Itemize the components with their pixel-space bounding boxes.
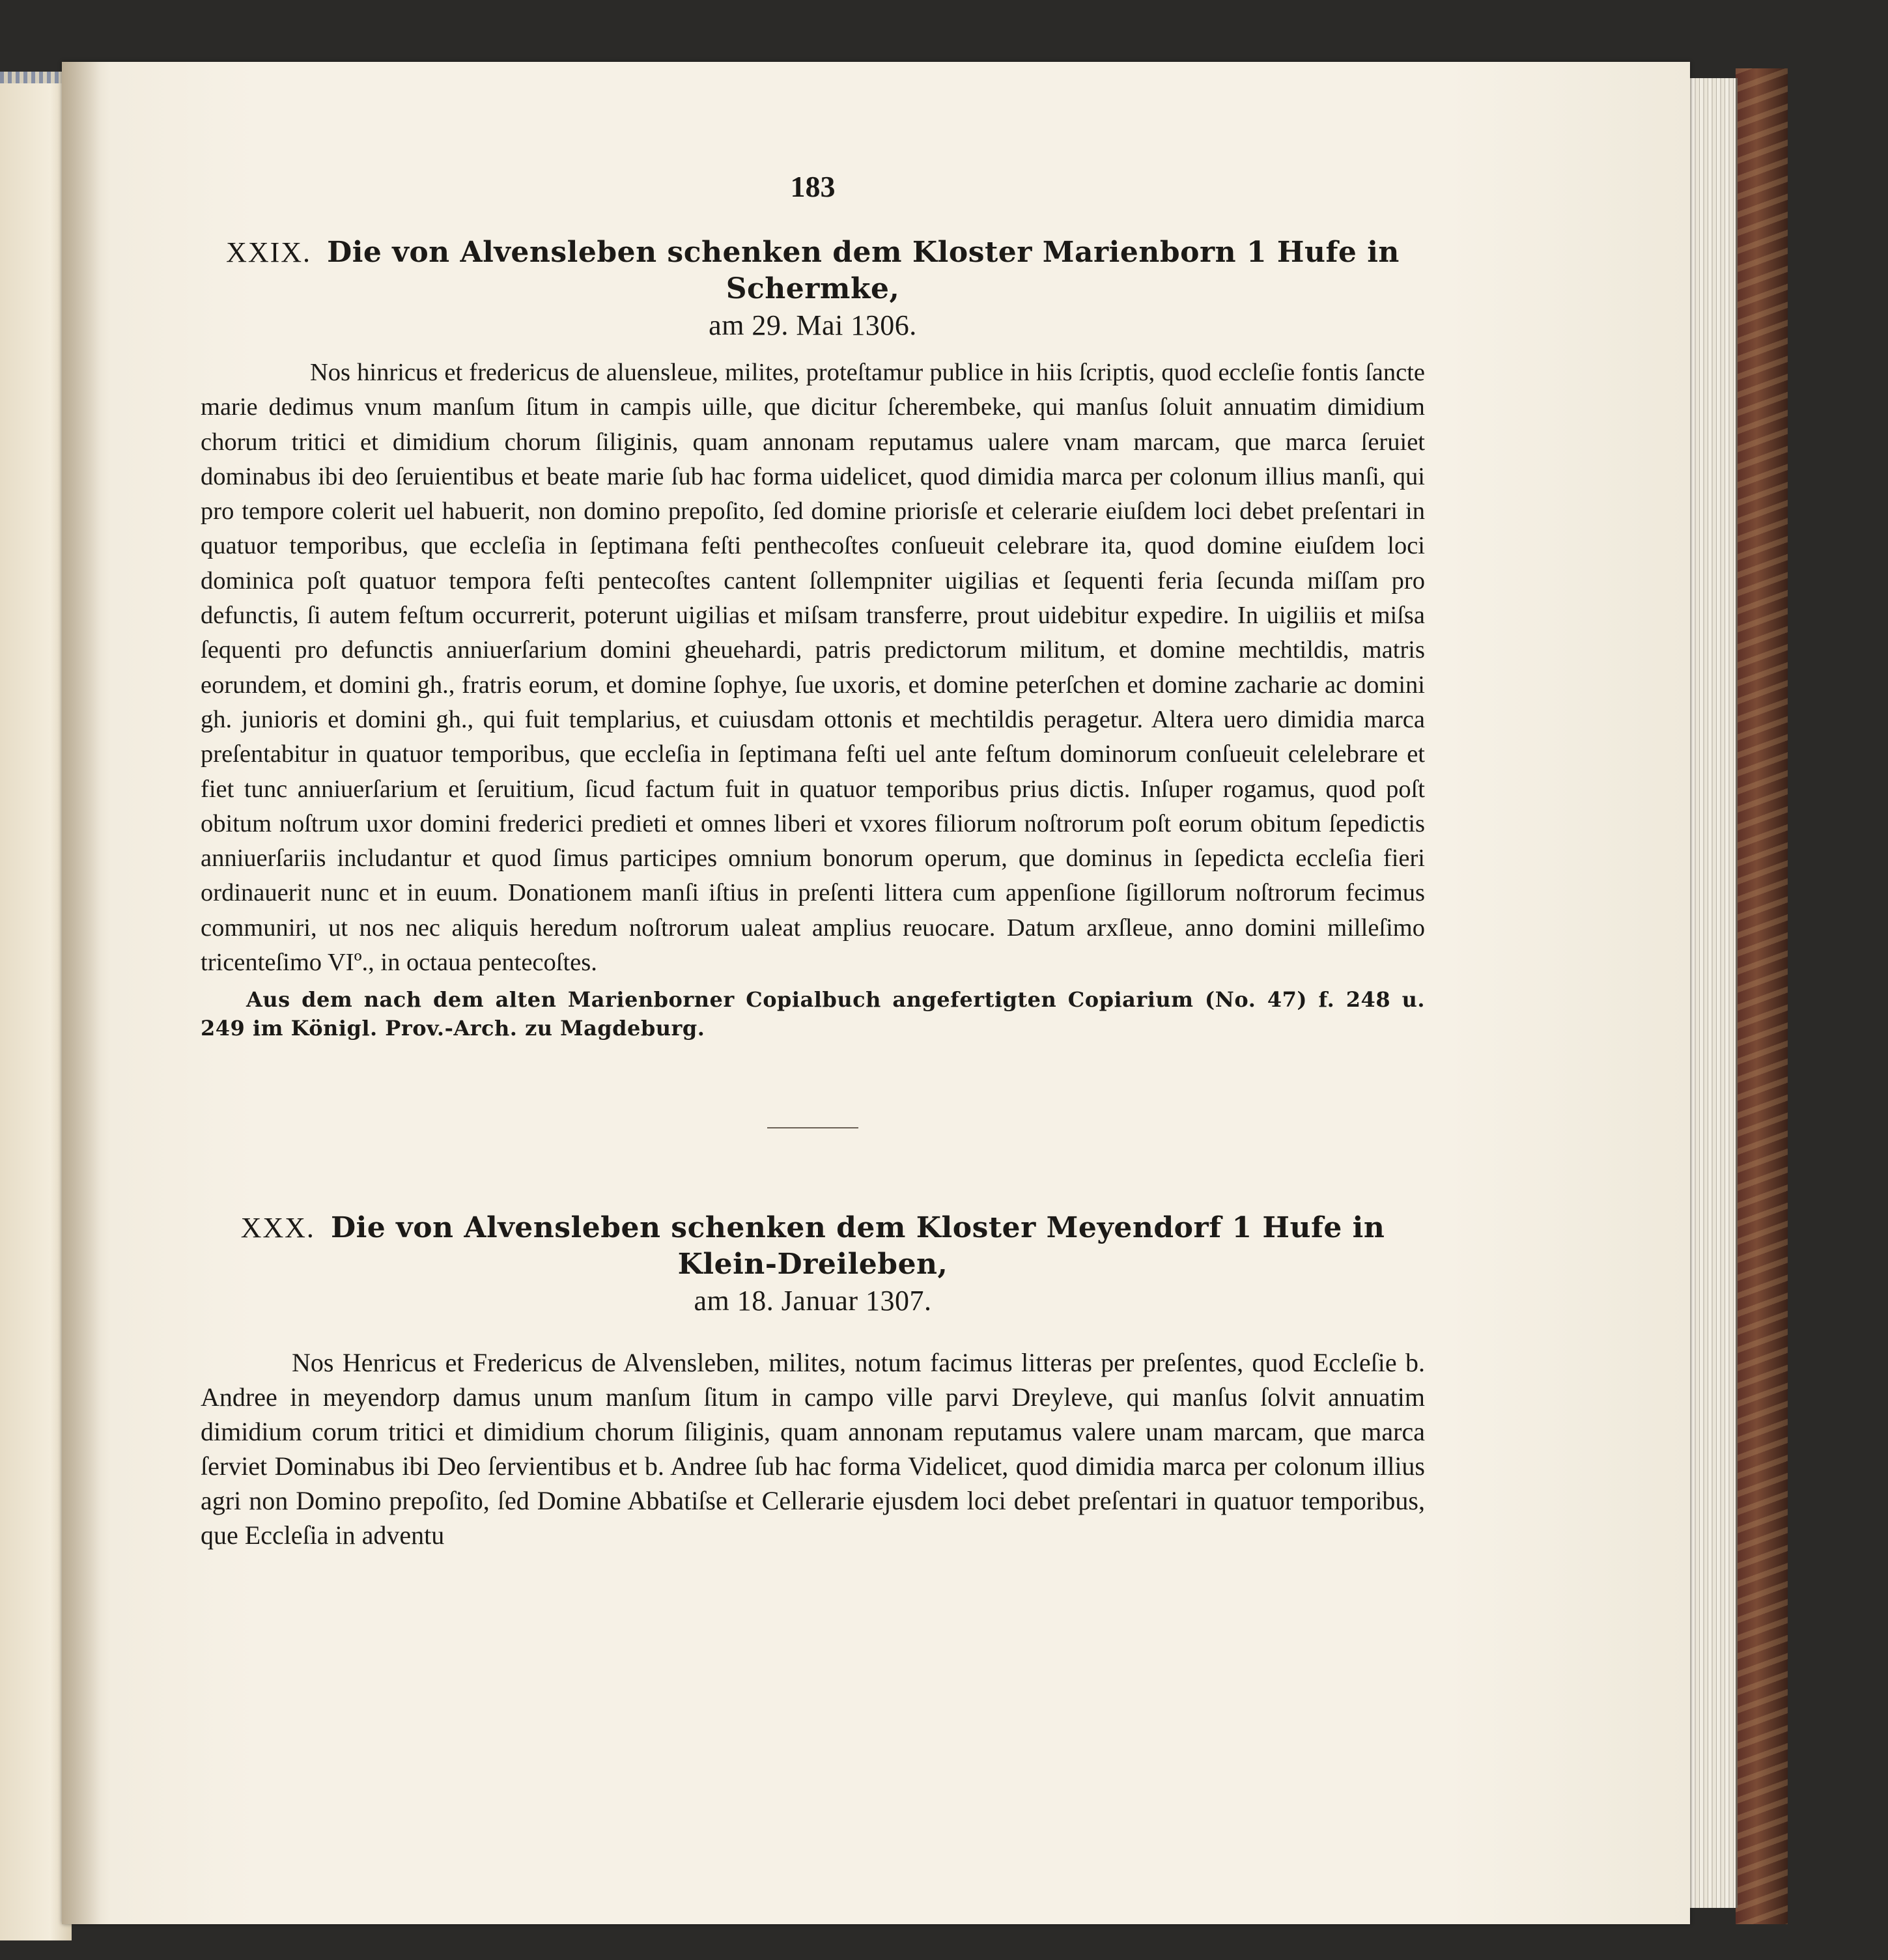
document-xxix-title: Die von Alvensleben schenken dem Kloster Marienborn 1 Hufe in Schermke, [327,236,1400,305]
page-number: 183 [790,170,836,203]
document-xxix-heading [201,234,1425,344]
section-divider [767,1127,858,1128]
document-xxx-title: Die von Alvensleben schenken dem Kloster Meyendorf 1 Hufe in Klein-Dreileben, [330,1211,1385,1281]
document-xxx-number: XXX. [240,1212,315,1244]
document-xxix-date: am 29. Mai 1306. [709,309,917,341]
document-xxx-body: Nos Henricus et Fredericus de Alvensleben, milites, notum facimus litteras per preſentes, quod Eccleſie b. Andree in meyendorp damus unum manſum ſitum in campo ville parvi Dreyleve, qui manſus ſolvit annuatim dimidium corum tritici et dimidium chorum ſiliginis, quam annonam reputamus valere unam marcam, que marca ſerviet Dominabus ibi Deo ſervientibus et b. Andree ſub hac forma Videlicet, quod dimidia marca per colonum illius agri non Domino prepoſito, ſed Domine Abbatiſse et Cellerarie ejusdem loci debet preſentari in quatuor temporibus, que Eccleſia in adventu [201,1348,1425,1550]
document-xxx-date: am 18. Januar 1307. [694,1285,932,1317]
gutter-shadow [62,62,101,1924]
document-xxx-heading [201,1210,1425,1319]
page-content [201,130,1425,1552]
document-xxix-number: XXIX. [226,236,312,268]
document-xxix-source-note: Aus dem nach dem alten Marienborner Copialbuch angefertigten Copiarium (No. 47) f. 248 u. 249 im Königl. Prov.-Arch. zu Magdeburg. [201,987,1425,1041]
facing-page-edge [0,72,72,1940]
document-xxix-body: Nos hinricus et fredericus de aluensleue, milites, proteſtamur publice in hiis ſcriptis, quod eccleſie fontis ſancte marie dedimus vnum manſum ſitum in campis uille, que dicitur ſcherembeke, qui manſus ſoluit annuatim dimidium chorum tritici et dimidium chorum ſiliginis, quam annonam reputamus ualere vnam marcam, que marca ſeruiet dominabus ibi deo ſeruientibus et beate marie ſub hac forma uidelicet, quod dimidia marca per colonum illius manſi, qui pro tempore colerit uel habuerit, non domino prepoſito, ſed domine priorisſe et celerarie eiuſdem loci debet preſentari in quatuor temporibus, que eccleſia in ſeptimana feſti penthecoſtes conſueuit celebrare ita, quod domine eiuſdem loci dominica poſt quatuor tempora feſti pentecoſtes cantent ſollempniter uigilias et ſequenti feria ſecunda miſſam pro defunctis, ſi autem feſtum occurrerit, poterunt uigilias et miſsam transferre, prout uidebitur expedire. In uigiliis et miſsa ſequenti pro defunctis anniuerſarium domini gheuehardi, patris predictorum militum, et domine mechtildis, matris eorundem, et domini gh., fratris eorum, et domine ſophye, ſue uxoris, et domine peterſchen et domine zacharie ac domini gh. junioris et domini gh., qui fuit templarius, et cuiusdam ottonis et mechtildis peragetur. Altera uero dimidia marca preſentabitur in quatuor temporibus, que eccleſia in ſeptimana feſti uel ante feſtum dominorum conſueuit celelebrare et fiet tunc anniuerſarium et ſeruitium, ſicud factum fuit in quatuor temporibus prius dictis. Inſuper rogamus, quod poſt obitum noſtrum uxor domini frederici predieti et omnes liberi et vxores filiorum noſtrorum poſt eorum obitum ſepedictis anniuerſariis includantur et quod ſimus participes omnium bonorum operum, que dominus in ſepedicta eccleſia fieri ordinauerit nunc et in euum. Donationem manſi iſtius in preſenti littera cum appenſione ſigillorum noſtrorum fecimus communiri, ut nos nec aliquis heredum noſtrorum ualeat amplius reuocare. Datum arxſleue, anno domini milleſimo tricenteſimo VIº., in octaua pentecoſtes. [201,359,1425,977]
book-cover [1736,68,1788,1924]
